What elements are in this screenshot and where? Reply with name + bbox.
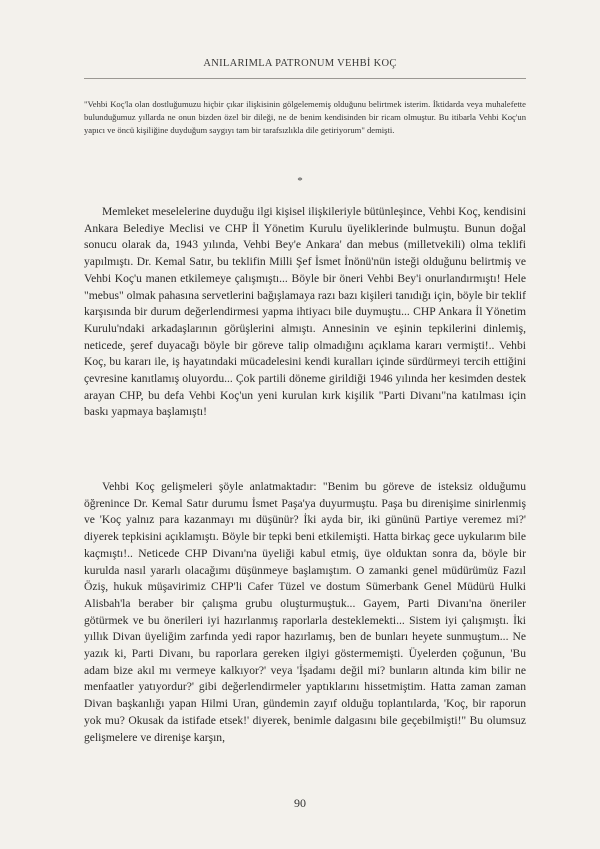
page-number: 90 [294,796,306,810]
quoted-passage: "Vehbi Koç'la olan dostluğumuzu hiçbir çıkar ilişkisinin gölgelememiş olduğunu belirtmek isterim. İktidarda veya muhalefette bulunduğumuz yıllarda ne onun bizden özel bir dileği, ne de benim kendisinden bir ricam olmuştur. Bu itibarla Vehbi Koç'un yapıcı ve öncü kişiliğine duyduğum saygıyı tam bir tarafsızlıkla dile getiriyorum" demişti. [84,99,526,135]
body-paragraph-2: Vehbi Koç gelişmeleri şöyle anlatmaktadır: "Benim bu göreve de isteksiz olduğumu öğrenince Dr. Kemal Satır durumu İsmet Paşa'ya duyurmuştu. Paşa bu direnişime sinirlenmiş ve 'Koç yalnız para kazanmayı mı düşünür? İki ayda bir, iki gününü Partiye veremez mi?' diyerek tepkisini açıklamıştı. Böyle bir tepki beni etkilemişti. Hatta birkaç gece uykularım bile kaçmıştı!.. Neticede CHP Divanı'na üyeliği kabul etmiş, üye olduktan sonra da, böyle bir kurulda nasıl yararlı olacağımı düşünmeye başlamıştım. O zamanki genel müdürümüz Fazıl Öziş, hukuk müşavirimiz CHP'li Cafer Tüzel ve dostum Sümerbank Genel Müdürü Hulki Alisbah'la beraber bir çalışma grubu oluşturmuştuk... Gayem, Parti Divanı'na öneriler götürmek ve bu önerileri iyi hazırlanmış raporlarla desteklemekti... Sistem iyi çalışmıştı. İki yıllık Divan üyeliğim zarfında yedi rapor hazırlamış, ben de bunları heyete sunmuştum... Ne yazık ki, Parti Divanı, bu raporlara gereken ilgiyi göstermemişti. Üyelerden çoğunun, 'Bu adam bize akıl mı vermeye kalkıyor?' veya 'İşadamı değil mi? bunların altında kim bilir ne menfaatler yatıyordur?' gibi değerlendirmeler yaptıklarını hissetmiştim. Hatta zaman zaman Divan başkanlığı yapan Hilmi Uran, gündemin zayıf olduğu toplantılarda, 'Koç, bir raporun yok mu? Okusak da istifade etsek!' diyerek, benimle dalgasını bile geçebilmişti!" Bu olumsuz gelişmelere ve direnişe karşın, [84,480,526,744]
section-separator: * [297,175,303,187]
body-paragraph-1: Memleket meselelerine duyduğu ilgi kişisel ilişkileriyle bütünleşince, Vehbi Koç, kendisini Ankara Belediye Meclisi ve CHP İl Yönetim Kurulu üyeliklerinde bulmuştu. Bunun doğal sonucu olarak da, 1943 yılında, Vehbi Bey'e Ankara' dan mebus (milletvekili) olma teklifi yapılmıştı. Dr. Kemal Satır, bu teklifin Milli Şef İsmet İnönü'nün isteği olduğunu belirtmiş ve Vehbi Koç'u manen etkilemeye çalışmıştı... Böyle bir öneri Vehbi Bey'i onurlandırmıştı! Hele "mebus" olmak pahasına servetlerini bağışlamaya razı bazı kişileri tanıdığı için, böyle bir teklif karşısında bir durum değerlendirmesi yapma ihtiyacı bile duymuştu... CHP Ankara İl Yönetim Kurulu'ndaki arkadaşlarının görüşlerini almıştı. Annesinin ve eşinin tepkilerini dinlemiş, neticede, şeref duyacağı böyle bir göreve talip olmadığını açıklama kararı vermişti!.. Vehbi Koç, bu kararı ile, iş hayatındaki mücadelesini kendi kuralları içinde sürdürmeyi tercih ettiğini çevresine kanıtlamış oluyordu... Çok partili döneme girildiği 1946 yılında her kesimden destek arayan CHP, bu defa Vehbi Koç'un yeni kurulan kırk kişilik "Parti Divanı"na katılması için baskı yapmaya başlamıştı! [84,205,526,419]
header-rule [84,78,526,79]
running-header: ANILARIMLA PATRONUM VEHBİ KOÇ [203,58,397,69]
